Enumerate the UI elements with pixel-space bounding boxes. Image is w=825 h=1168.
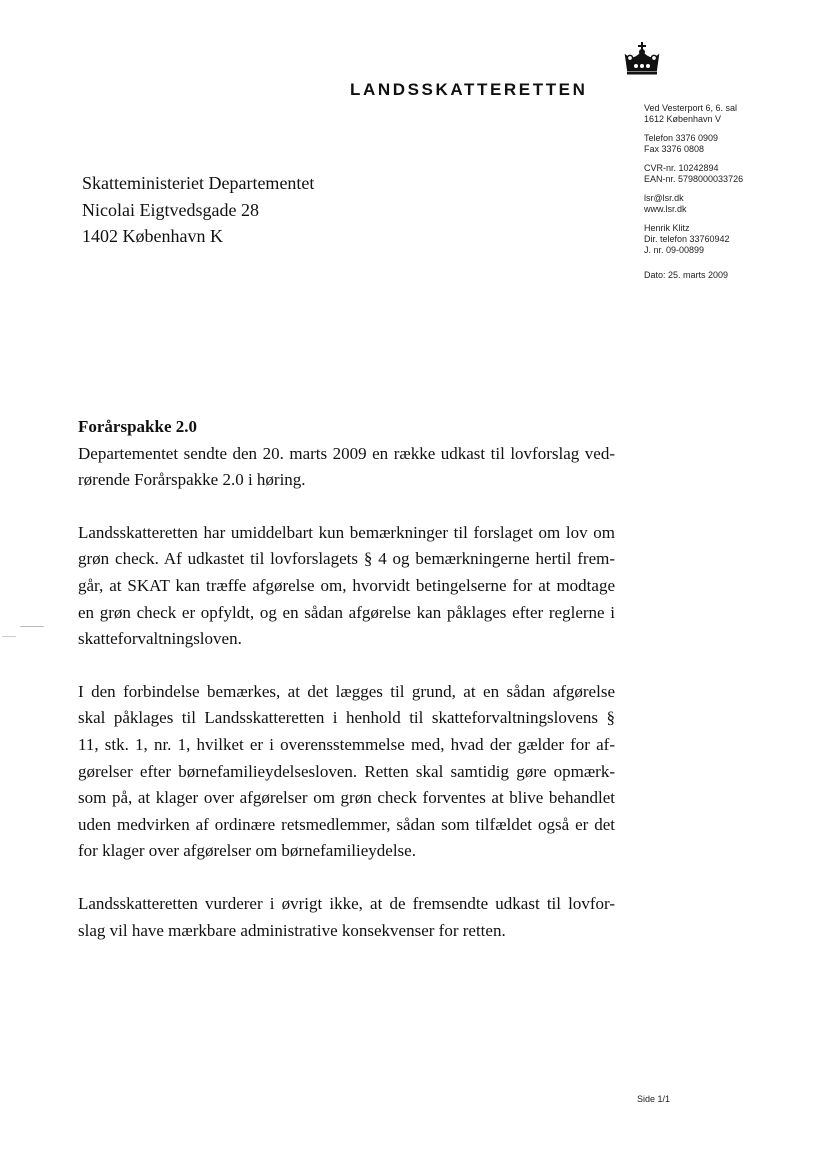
email-line: lsr@lsr.dk	[644, 193, 684, 203]
scan-margin-mark	[20, 626, 44, 627]
recipient-line: Skatteministeriet Departementet	[82, 173, 315, 193]
paragraph-spacer	[78, 494, 615, 520]
crown-logo-icon	[620, 40, 664, 80]
text-line: skatteforvaltningsloven.	[78, 629, 242, 649]
website-line: www.lsr.dk	[644, 204, 687, 214]
text-line: rørende Forårspakke 2.0 i høring.	[78, 470, 306, 490]
organization-logotype: LANDSSKATTERETTEN	[350, 80, 588, 99]
paragraph	[78, 520, 615, 653]
letter-body	[78, 414, 615, 944]
cvr-line: CVR-nr. 10242894	[644, 163, 719, 173]
sender-details	[644, 103, 820, 289]
text-line: grøn check. Af udkastet til lovforslagets § 4 og bemærkningerne hertil frem-	[78, 549, 615, 569]
text-line: 11, stk. 1, nr. 1, hvilket er i overensstemmelse med, hvad der gælder for af-	[78, 734, 615, 754]
text-line: går, at SKAT kan træffe afgørelse om, hvorvidt betingelserne for at modtage	[78, 575, 615, 595]
sender-web	[644, 193, 820, 215]
letter-date	[644, 270, 820, 281]
phone-line: Telefon 3376 0909	[644, 133, 719, 143]
recipient-line: 1402 København K	[82, 226, 223, 246]
letter-subject: Forårspakke 2.0	[78, 417, 197, 436]
sender-phone	[644, 133, 820, 155]
paragraph	[78, 891, 615, 944]
sender-ids	[644, 163, 820, 185]
recipient-address	[82, 170, 314, 250]
address-line: Ved Vesterport 6, 6. sal	[644, 103, 738, 113]
text-line: slag vil have mærkbare administrative konsekvenser for retten.	[78, 920, 506, 940]
text-line: Departementet sendte den 20. marts 2009 en række udkast til lovforslag ved-	[78, 443, 615, 463]
contact-name: Henrik Klitz	[644, 223, 690, 233]
text-line: Landsskatteretten har umiddelbart kun bemærkninger til forslaget om lov om	[78, 522, 615, 542]
fax-line: Fax 3376 0808	[644, 144, 705, 154]
ean-line: EAN-nr. 5798000033726	[644, 174, 744, 184]
page-number: Side 1/1	[637, 1094, 671, 1104]
sender-address	[644, 103, 820, 125]
date-line: Dato: 25. marts 2009	[644, 270, 729, 280]
text-line: som på, at klager over afgørelser om grøn check forventes at blive behandlet	[78, 788, 615, 808]
paragraph	[78, 441, 615, 494]
scan-margin-mark	[2, 636, 16, 637]
text-line: uden medvirken af ordinære retsmedlemmer, sådan som tilfældet også er det	[78, 814, 615, 834]
sender-contact	[644, 223, 820, 256]
paragraph	[78, 679, 615, 865]
text-line: skal påklages til Landsskatteretten i henhold til skatteforvaltningslovens §	[78, 708, 615, 728]
recipient-line: Nicolai Eigtvedsgade 28	[82, 199, 259, 220]
journal-number: J. nr. 09-00899	[644, 245, 705, 255]
text-line: I den forbindelse bemærkes, at det lægges til grund, at en sådan afgørelse	[78, 681, 615, 701]
direct-phone: Dir. telefon 33760942	[644, 234, 730, 244]
paragraph-spacer	[78, 865, 615, 891]
text-line: Landsskatteretten vurderer i øvrigt ikke, at de fremsendte udkast til lovfor-	[78, 893, 615, 913]
text-line: en grøn check er opfyldt, og en sådan afgørelse kan påklages efter reglerne i	[78, 602, 615, 622]
text-line: gørelser efter børnefamilieydelsesloven. Retten skal samtidig gøre opmærk-	[78, 761, 615, 781]
text-line: for klager over afgørelser om børnefamilieydelse.	[78, 841, 416, 861]
paragraph-spacer	[78, 653, 615, 679]
address-line: 1612 København V	[644, 114, 722, 124]
